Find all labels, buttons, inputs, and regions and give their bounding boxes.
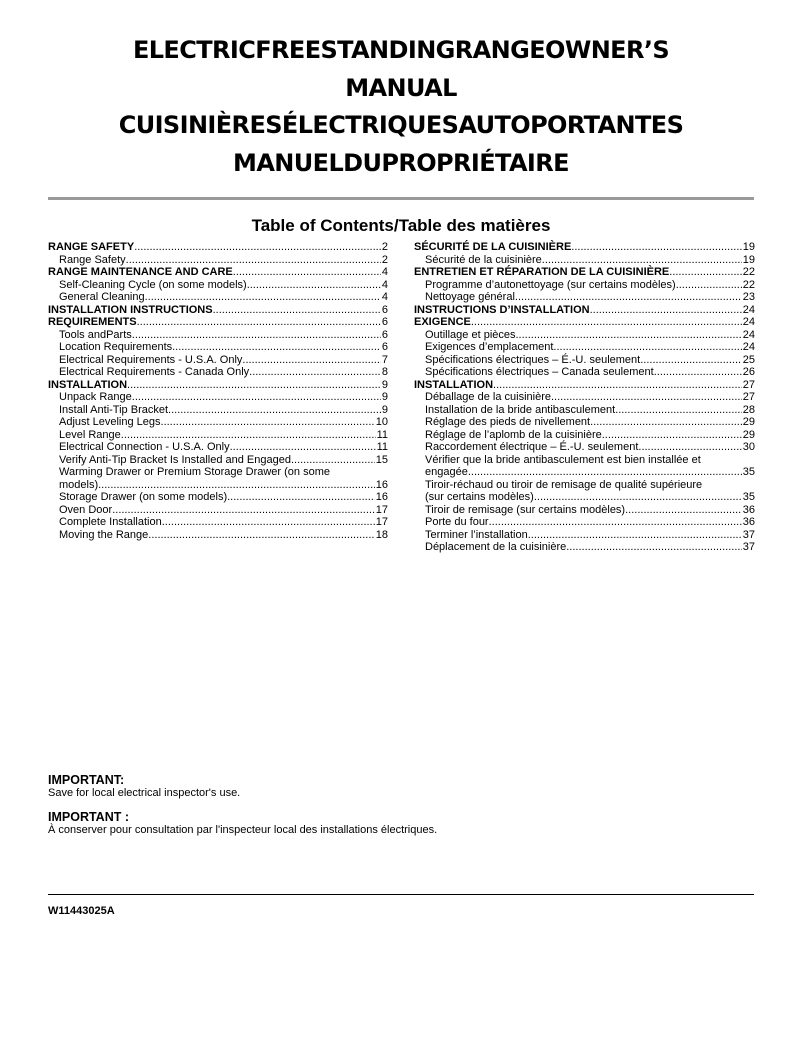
toc-entry[interactable] — [414, 366, 755, 379]
toc-entry[interactable] — [48, 404, 388, 417]
toc-entry[interactable] — [48, 416, 388, 429]
toc-page-number: 29 — [742, 416, 755, 428]
toc-heading: Table of Contents/Table des matières — [251, 216, 551, 235]
toc-entry-label: RANGE SAFETY — [48, 241, 135, 253]
toc-entry-label: REQUIREMENTS — [48, 316, 137, 328]
toc-entry-label: Storage Drawer (on some models) — [59, 491, 228, 503]
toc-entry-label: Spécifications électriques – Canada seulement — [425, 366, 654, 378]
toc-entry-line[interactable] — [414, 454, 755, 467]
toc-entry[interactable] — [48, 254, 388, 267]
toc-page-number: 24 — [742, 316, 755, 328]
toc-entry-label: Tiroir-réchaud ou tiroir de remisage de qualité supérieure — [425, 478, 703, 491]
toc-entry[interactable] — [414, 329, 755, 342]
toc-entry-label: INSTALLATION — [414, 378, 494, 391]
leader-dots — [493, 379, 742, 392]
toc-page-number: 17 — [375, 503, 388, 516]
toc-entry[interactable] — [414, 504, 755, 517]
toc-entry-label: ENTRETIEN ET RÉPARATION DE LA CUISINIÈRE — [414, 266, 670, 278]
leader-dots — [172, 341, 381, 354]
toc-entry-label: INSTRUCTIONS D’INSTALLATION — [414, 303, 590, 316]
title-line: MANUELDUPROPRIÉTAIRE — [233, 148, 569, 177]
leader-dots — [227, 491, 375, 504]
toc-entry-label: Complete Installation — [59, 516, 162, 528]
leader-dots — [590, 416, 742, 429]
toc-english — [48, 241, 388, 541]
leader-dots — [676, 279, 742, 292]
toc-entry[interactable] — [48, 279, 388, 292]
toc-entry-label: Déplacement de la cuisinière — [425, 541, 567, 553]
leader-dots — [553, 341, 741, 354]
toc-page-number: 9 — [381, 391, 388, 403]
toc-page-number: 6 — [381, 328, 388, 341]
toc-entry[interactable] — [48, 491, 388, 504]
toc-page-number: 6 — [381, 341, 388, 353]
toc-entry[interactable] — [414, 391, 755, 404]
toc-entry[interactable] — [414, 441, 755, 454]
toc-page-number: 6 — [381, 303, 388, 316]
toc-page-number: 37 — [742, 528, 755, 541]
toc-page-number: 15 — [375, 453, 388, 466]
important-french — [48, 810, 437, 836]
leader-dots — [132, 391, 381, 404]
toc-entry-label: Oven Door — [59, 503, 113, 516]
toc-entry[interactable] — [48, 529, 388, 542]
leader-dots — [669, 266, 741, 279]
toc-entry-label: Nettoyage général — [425, 291, 515, 303]
toc-entry[interactable] — [48, 291, 388, 304]
leader-dots — [542, 254, 742, 267]
leader-dots — [471, 316, 742, 329]
toc-entry[interactable] — [48, 354, 388, 367]
leader-dots — [168, 404, 381, 417]
toc-entry-label: Programme d’autonettoyage (sur certains modèles) — [425, 278, 676, 291]
toc-entry-label: Adjust Leveling Legs — [59, 416, 161, 428]
leader-dots — [516, 329, 742, 342]
toc-entry-label: Range Safety — [59, 253, 126, 266]
toc-entry-label: Electrical Connection - U.S.A. Only — [59, 441, 230, 453]
toc-page-number: 11 — [376, 428, 388, 441]
leader-dots — [145, 291, 381, 304]
footer-divider — [48, 894, 754, 895]
toc-entry-label: INSTALLATION — [48, 378, 128, 391]
toc-french — [414, 241, 755, 554]
toc-page-number: 27 — [742, 378, 755, 391]
toc-page-number: 24 — [742, 341, 755, 353]
toc-entry[interactable] — [48, 391, 388, 404]
toc-entry[interactable] — [414, 404, 755, 417]
leader-dots — [247, 279, 381, 292]
leader-dots — [640, 354, 742, 367]
title-divider — [48, 197, 754, 200]
toc-page-number: 36 — [742, 503, 755, 516]
toc-page-number: 9 — [381, 378, 388, 391]
leader-dots — [654, 366, 742, 379]
leader-dots — [625, 504, 742, 517]
toc-entry-label: Sécurité de la cuisinière — [425, 253, 542, 266]
toc-page-number: 37 — [742, 541, 755, 553]
leader-dots — [551, 391, 742, 404]
toc-page-number: 4 — [381, 278, 388, 291]
toc-entry[interactable] — [414, 516, 755, 529]
toc-page-number: 35 — [742, 491, 755, 503]
toc-entry[interactable] — [48, 504, 388, 517]
toc-entry-label: Moving the Range — [59, 528, 149, 541]
leader-dots — [528, 529, 742, 542]
important-text: Save for local electrical inspector's use. — [48, 787, 241, 799]
toc-entry[interactable] — [414, 529, 755, 542]
toc-entry-label: Vérifier que la bride antibasculement est bien installée et — [425, 453, 701, 466]
toc-entry[interactable] — [414, 241, 755, 254]
toc-page-number: 2 — [381, 253, 388, 266]
toc-page-number: 2 — [381, 241, 388, 253]
leader-dots — [602, 429, 742, 442]
leader-dots — [638, 441, 741, 454]
leader-dots — [590, 304, 742, 317]
leader-dots — [213, 304, 381, 317]
toc-entry-label: Réglage des pieds de nivellement — [425, 416, 591, 428]
toc-page-number: 10 — [375, 416, 388, 428]
title-line: CUISINIÈRESÉLECTRIQUESAUTOPORTANTES — [118, 111, 684, 139]
toc-entry-label: Raccordement électrique – É.-U. seulement — [425, 441, 639, 453]
leader-dots — [571, 241, 741, 254]
toc-entry[interactable] — [414, 541, 755, 554]
leader-dots — [615, 404, 742, 417]
toc-page-number: 22 — [742, 266, 755, 278]
toc-page-number: 29 — [742, 428, 755, 441]
toc-page-number: 19 — [742, 253, 755, 266]
toc-entry-label: SÉCURITÉ DE LA CUISINIÈRE — [414, 241, 572, 253]
toc-entry-label: Porte du four — [425, 516, 489, 528]
leader-dots — [112, 504, 375, 517]
toc-page-number: 9 — [381, 403, 388, 416]
toc-entry[interactable] — [414, 466, 755, 479]
toc-page-number: 4 — [381, 291, 388, 303]
toc-entry[interactable] — [48, 441, 388, 454]
toc-entry[interactable] — [48, 479, 388, 492]
toc-entry-label: Electrical Requirements - Canada Only — [59, 366, 250, 378]
toc-entry[interactable] — [48, 266, 388, 279]
toc-entry-label: (sur certains modèles) — [425, 491, 534, 503]
toc-entry-label: engagée — [425, 466, 468, 478]
leader-dots — [566, 541, 742, 554]
toc-page-number: 7 — [381, 353, 388, 366]
toc-entry-label: EXIGENCE — [414, 316, 471, 328]
leader-dots — [127, 379, 381, 392]
toc-entry-label: Warming Drawer or Premium Storage Drawer (on some — [59, 466, 330, 478]
toc-page-number: 11 — [376, 441, 388, 453]
toc-entry-label: Réglage de l’aplomb de la cuisinière — [425, 428, 602, 441]
toc-page-number: 23 — [742, 291, 755, 303]
leader-dots — [534, 491, 742, 504]
toc-page-number: 16 — [375, 491, 388, 503]
toc-entry-label: Location Requirements — [59, 341, 173, 353]
toc-page-number: 22 — [742, 278, 755, 291]
toc-page-number: 30 — [742, 441, 755, 453]
toc-entry[interactable] — [48, 366, 388, 379]
toc-entry-label: General Cleaning — [59, 291, 145, 303]
toc-entry[interactable] — [48, 429, 388, 442]
toc-entry[interactable] — [48, 379, 388, 392]
toc-entry-label: Self-Cleaning Cycle (on some models) — [59, 278, 247, 291]
toc-entry[interactable] — [414, 354, 755, 367]
leader-dots — [489, 516, 742, 529]
leader-dots — [162, 516, 375, 529]
toc-entry-label: Electrical Requirements - U.S.A. Only — [59, 353, 243, 366]
toc-page-number: 19 — [742, 241, 755, 253]
toc-entry-label: INSTALLATION INSTRUCTIONS — [48, 303, 213, 316]
leader-dots — [137, 316, 381, 329]
important-text: À conserver pour consultation par l'inspecteur local des installations électriques. — [48, 824, 438, 836]
toc-page-number: 36 — [742, 516, 755, 528]
toc-entry-label: Outillage et pièces — [425, 328, 516, 341]
toc-page-number: 17 — [375, 516, 388, 528]
toc-entry-label: Unpack Range — [59, 391, 132, 403]
toc-page-number: 24 — [742, 303, 755, 316]
title-line: MANUAL — [345, 73, 457, 102]
toc-page-number: 6 — [381, 316, 388, 328]
important-heading: IMPORTANT : — [48, 810, 130, 824]
toc-entry-label: Level Range — [59, 428, 121, 441]
document-title — [0, 32, 802, 182]
toc-page-number: 16 — [375, 478, 388, 491]
toc-entry[interactable] — [414, 416, 755, 429]
toc-entry[interactable] — [48, 329, 388, 342]
toc-page-number: 28 — [742, 403, 755, 416]
toc-entry[interactable] — [48, 454, 388, 467]
leader-dots — [233, 266, 381, 279]
toc-entry-line[interactable] — [414, 479, 755, 492]
toc-entry[interactable] — [414, 266, 755, 279]
title-line: ELECTRICFREESTANDINGRANGEOWNER’S — [132, 36, 670, 64]
toc-entry[interactable] — [48, 316, 388, 329]
toc-page-number: 8 — [381, 366, 388, 378]
toc-entry-label: Terminer l’installation — [425, 528, 528, 541]
toc-entry[interactable] — [414, 254, 755, 267]
toc-entry[interactable] — [48, 341, 388, 354]
toc-entry[interactable] — [414, 291, 755, 304]
toc-page-number: 4 — [381, 266, 388, 278]
important-heading: IMPORTANT: — [48, 773, 125, 787]
leader-dots — [291, 454, 375, 467]
leader-dots — [132, 329, 381, 342]
toc-entry-label: Install Anti-Tip Bracket — [59, 403, 169, 416]
toc-entry[interactable] — [48, 304, 388, 317]
toc-entry-label: Déballage de la cuisinière — [425, 391, 551, 403]
toc-entry[interactable] — [48, 516, 388, 529]
toc-page-number: 35 — [742, 466, 755, 478]
toc-entry-label: Spécifications électriques – É.-U. seulement — [425, 353, 641, 366]
toc-page-number: 27 — [742, 391, 755, 403]
toc-entry-label: Exigences d’emplacement — [425, 341, 554, 353]
toc-page-number: 24 — [742, 328, 755, 341]
toc-entry[interactable] — [414, 304, 755, 317]
leader-dots — [468, 466, 742, 479]
toc-page-number: 18 — [375, 528, 388, 541]
toc-entry[interactable] — [414, 279, 755, 292]
toc-entry[interactable] — [48, 241, 388, 254]
toc-entry-label: Tiroir de remisage (sur certains modèles) — [425, 503, 626, 516]
leader-dots — [148, 529, 374, 542]
toc-entry-line[interactable] — [48, 466, 388, 479]
leader-dots — [134, 241, 381, 254]
important-english — [48, 773, 240, 799]
leader-dots — [242, 354, 380, 367]
toc-entry[interactable] — [414, 379, 755, 392]
leader-dots — [126, 254, 381, 267]
toc-page-number: 26 — [742, 366, 755, 378]
toc-entry[interactable] — [414, 316, 755, 329]
toc-entry-label: models) — [59, 478, 99, 491]
toc-entry-label: Installation de la bride antibasculement — [425, 403, 616, 416]
document-code: W11443025A — [48, 905, 115, 917]
toc-page-number: 25 — [742, 353, 755, 366]
leader-dots — [98, 479, 375, 492]
leader-dots — [249, 366, 381, 379]
toc-entry-label: RANGE MAINTENANCE AND CARE — [48, 266, 233, 278]
toc-entry-label: Tools andParts — [59, 328, 132, 341]
toc-entry[interactable] — [414, 429, 755, 442]
toc-entry[interactable] — [414, 341, 755, 354]
leader-dots — [230, 441, 376, 454]
toc-entry[interactable] — [414, 491, 755, 504]
leader-dots — [121, 429, 376, 442]
toc-entry-label: Verify Anti-Tip Bracket Is Installed and Engaged — [59, 453, 291, 466]
leader-dots — [161, 416, 375, 429]
leader-dots — [515, 291, 742, 304]
